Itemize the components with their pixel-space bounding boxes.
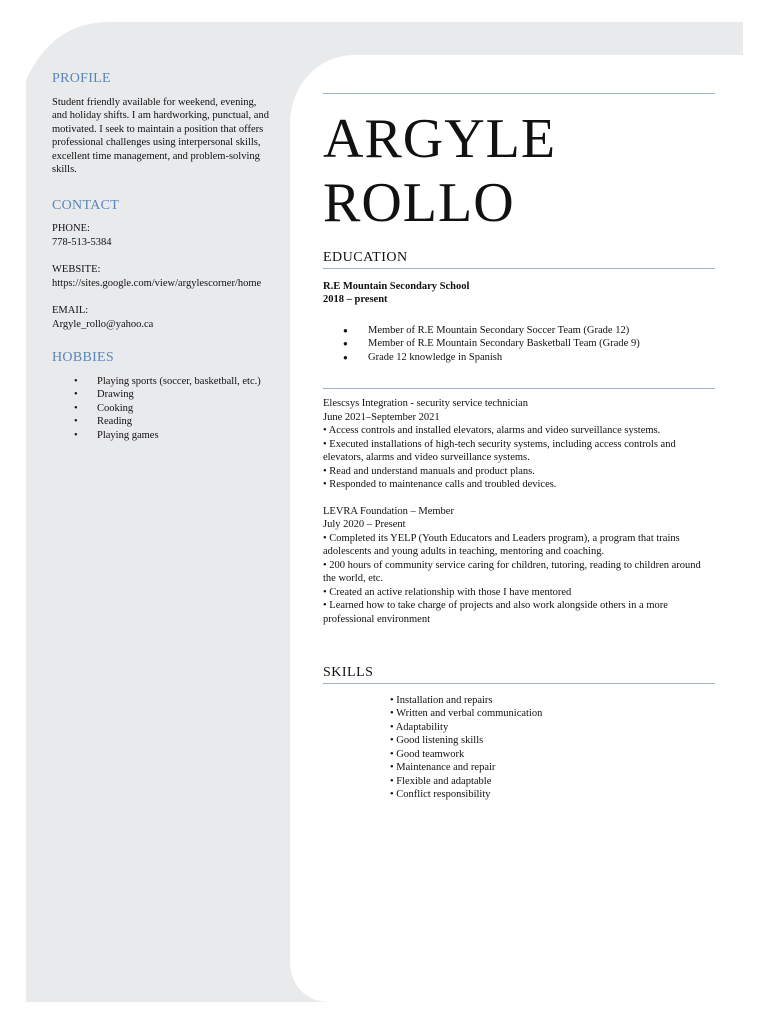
experience-line: • Responded to maintenance calls and troubled devices. (323, 479, 557, 490)
profile-text: Student friendly available for weekend, evening, and holiday shifts. I am hardworking, punctual, and motivated. I seek to maintain a position that offers professional challenges using interpersonal skills, excellent time management, and problem-solving skills. (52, 96, 269, 175)
contact-phone (52, 222, 272, 249)
hobbies-heading: HOBBIES (52, 350, 114, 365)
sidebar (52, 72, 272, 442)
email-label: EMAIL: (52, 305, 89, 316)
contact-heading: CONTACT (52, 197, 120, 213)
website-label: WEBSITE: (52, 264, 101, 275)
experience-line: • 200 hours of community service caring for children, tutoring, reading to children around the world, etc. (323, 559, 701, 584)
first-name: ARGYLE (323, 108, 557, 170)
top-divider (323, 93, 715, 94)
experience-line: • Created an active relationship with those I have mentored (323, 586, 572, 598)
phone-value: 778-513-5384 (52, 236, 112, 248)
list-item: ● Member of R.E Mountain Secondary Basketball Team (Grade 9) (343, 337, 715, 351)
experience-line: • Learned how to take charge of projects and also work alongside others in a more professional environment (323, 600, 668, 625)
experience-entry (323, 397, 715, 492)
experience-title: Elescsys Integration - security service technician (323, 398, 528, 409)
skills-divider (323, 683, 715, 684)
website-link[interactable]: https://sites.google.com/view/argylescorner/home (52, 277, 262, 289)
last-name: ROLLO (323, 172, 515, 234)
experience-line: • Access controls and installed elevators, alarms and video surveillance systems. (323, 425, 661, 436)
experience-line: • Completed its YELP (Youth Educators and Leaders program), a program that trains adolescents and young adults in teaching, mentoring and coaching. (323, 532, 680, 557)
list-item: • Maintenance and repair (390, 762, 496, 773)
experience-divider (323, 388, 715, 389)
list-item: • Flexible and adaptable (390, 775, 492, 787)
experience-dates: July 2020 – Present (323, 519, 406, 530)
education-heading: EDUCATION (323, 250, 408, 265)
main-content (323, 93, 715, 802)
school-dates: 2018 – present (323, 294, 388, 305)
hobbies-list (52, 375, 272, 443)
list-item: • Good teamwork (390, 748, 465, 760)
list-item: • Adaptability (390, 721, 449, 733)
experience-title: LEVRA Foundation – Member (323, 505, 454, 517)
email-link[interactable]: Argyle_rollo@yahoo.ca (52, 318, 154, 330)
list-item: • Written and verbal communication (390, 708, 543, 719)
list-item: • Cooking (74, 402, 272, 416)
list-item: • Reading (74, 415, 272, 429)
skills-list (323, 694, 715, 802)
experience-line: • Executed installations of high-tech security systems, including access controls and elevators, alarms and video surveillance systems. (323, 438, 676, 463)
list-item: ● Member of R.E Mountain Secondary Soccer Team (Grade 12) (343, 324, 715, 338)
skills-heading: SKILLS (323, 665, 374, 680)
experience-line: • Read and understand manuals and product plans. (323, 465, 535, 477)
list-item: • Good listening skills (390, 735, 484, 746)
education-list (323, 324, 715, 365)
list-item: • Playing games (74, 429, 272, 443)
experience-dates: June 2021–September 2021 (323, 411, 440, 423)
education-divider (323, 268, 715, 269)
contact-website (52, 263, 272, 290)
list-item: • Conflict responsibility (390, 789, 491, 800)
school-name: R.E Mountain Secondary School (323, 280, 470, 292)
list-item: • Installation and repairs (390, 694, 493, 706)
phone-label: PHONE: (52, 223, 90, 234)
list-item: • Drawing (74, 388, 272, 402)
list-item: • Playing sports (soccer, basketball, etc.) (74, 375, 272, 389)
experience-entry (323, 505, 715, 627)
list-item: ● Grade 12 knowledge in Spanish (343, 351, 715, 365)
profile-heading: PROFILE (52, 71, 111, 86)
contact-email (52, 304, 272, 331)
candidate-name (323, 107, 715, 235)
